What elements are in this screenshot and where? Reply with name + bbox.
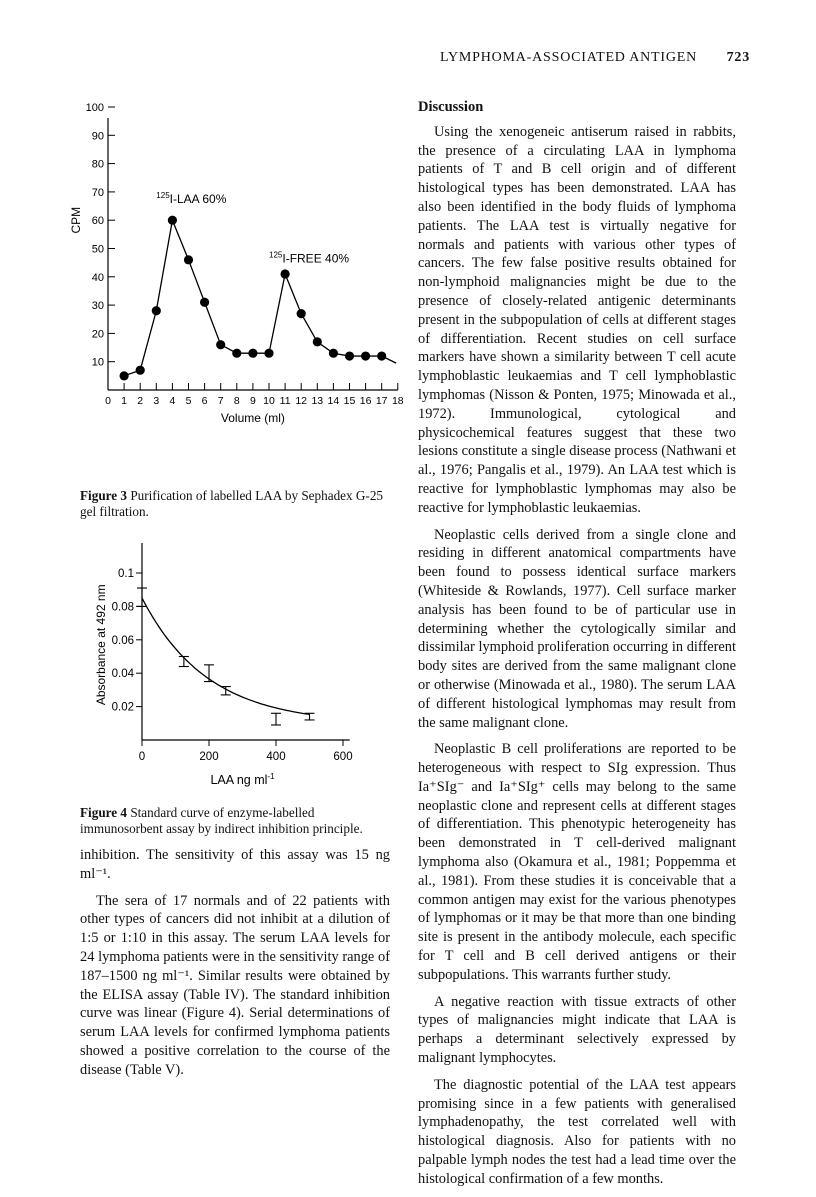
fig3-data-point — [345, 351, 354, 360]
fig3-x-tick-label: 7 — [217, 395, 224, 407]
fig3-series-line — [124, 220, 396, 376]
figure-4-caption — [80, 805, 390, 837]
fig3-y-tick-label: 60 — [91, 215, 104, 228]
fig3-data-point — [136, 366, 145, 375]
fig3-x-tick-label: 0 — [105, 395, 111, 407]
fig3-x-tick-label: 5 — [185, 395, 192, 407]
figure-4-caption-text: Standard curve of enzyme-labelled immunosorbent assay by indirect inhibition principle. — [80, 805, 363, 836]
discussion-paragraph-2: Neoplastic cells derived from a single clone and residing in different anatomical compartments have been found to possess identical surface markers (Whiteside & Rowlands, 1977). Cell surface marker analysis has been found to be of particular use in determining whether the cytologically similar and dissimilar lymphoid proliferation occurring in different body sites are derived from the same malignant clone or otherwise (Minowada et al., 1980). The serum LAA of different histological lymphomas may result from the same malignant clone. — [418, 526, 736, 731]
fig3-data-point — [313, 337, 322, 346]
fig3-data-point — [200, 298, 209, 307]
fig3-x-tick-label: 13 — [311, 395, 324, 407]
discussion-heading: Discussion — [418, 99, 484, 115]
fig4-fit-curve — [142, 598, 310, 714]
fig3-y-tick-label: 100 — [85, 102, 104, 114]
fig4-x-tick-label: 0 — [138, 751, 146, 763]
discussion-paragraph-4: A negative reaction with tissue extracts of other types of malignancies might indicate that LAA is perhaps a determinant selectively expressed by malignant lymphocytes. — [418, 993, 736, 1067]
fig3-y-tick-label: 70 — [91, 186, 104, 199]
fig4-y-tick-label: 0.1 — [118, 568, 134, 580]
left-column-text — [80, 846, 390, 1088]
fig3-x-tick-label: 2 — [137, 395, 144, 407]
fig3-x-tick-label: 8 — [233, 395, 240, 407]
fig3-data-point — [281, 269, 290, 278]
left-paragraph-1: inhibition. The sensitivity of this assay was 15 ng ml⁻¹. — [80, 847, 390, 882]
fig3-x-tick-label: 4 — [169, 395, 176, 407]
fig3-y-tick-label: 20 — [91, 328, 104, 341]
figure-4-chart — [85, 530, 375, 810]
fig3-y-tick-label: 90 — [91, 130, 104, 143]
fig3-x-tick-label: 10 — [263, 395, 275, 407]
left-paragraph-2: The sera of 17 normals and of 22 patients with other types of cancers did not inhibit at a dilution of 1:5 or 1:10 in this assay. The serum LAA levels for 24 lymphoma patients were in the sensitivity range of 187–1500 ng ml⁻¹. Similar results were obtained by the ELISA assay (Table IV). The standard inhibition curve was linear (Figure 4). Serial determinations of serum LAA levels for confirmed lymphoma patients showed a positive correlation to the course of the disease (Table V). — [80, 892, 390, 1078]
fig3-y-tick-label: 40 — [91, 271, 104, 284]
figure-3-caption — [80, 488, 390, 520]
fig3-data-point — [377, 351, 386, 360]
fig3-x-tick-label: 6 — [201, 395, 208, 407]
fig3-y-tick-label: 30 — [91, 300, 104, 313]
fig3-data-point — [184, 255, 193, 264]
running-title: LYMPHOMA-ASSOCIATED ANTIGEN — [440, 50, 698, 65]
fig3-x-tick-label: 18 — [391, 395, 404, 407]
fig3-y-tick-label: 50 — [91, 243, 104, 256]
discussion-paragraph-3: Neoplastic B cell proliferations are reported to be heterogeneous with respect to SIg expression. Thus Ia⁺SIg⁻ and Ia⁺SIg⁺ cells may belong to the same neoplastic clone and represent cells at different stages of differentiation. This phenotypic heterogeneity has been demonstrated in T cell-derived malignant lymphoma also (Okamura et al., 1981; Poppemma et al., 1981). From these studies it is conceivable that a common antigen may exist for the various phenotypes of lymphomas or it may be that more than one binding site is present in the antibody molecule, each specific for T cell and B cell derived antigens or their subpopulations. This warrants further study. — [418, 741, 736, 983]
page-number: 723 — [726, 50, 750, 65]
fig3-data-point — [120, 371, 129, 380]
discussion-paragraph-1: Using the xenogeneic antiserum raised in rabbits, the presence of a circulating LAA in lymphoma patients of T and B cell origin and of different histological types has been demonstrated. LAA has also been identified in the body fluids of lymphoma patients. The LAA test is virtually negative for normals and patients with various other types of cancers. The few false positive results obtained for non-lymphoid malignancies might be due to the presence of closely-related antigenic determinants present in the subpopulation of cells at different stages of differentiation. Recent studies on cell surface markers have shown a similarity between T cell acute lymphoblastic leukaemias and T cell lymphoblastic lymphomas (Nisson & Ponten, 1975; Minowada et al., 1972). Immunological, cytological and physicochemical features suggest that these two lesions constitute a single disease process (Nathwani et al., 1976; Pangalis et al., 1979). An LAA test which is reactive for lymphoblastic lymphomas may also be reactive for lymphoblastic leukaemias. — [418, 123, 736, 516]
fig4-y-tick-label: 0.02 — [111, 701, 134, 714]
fig3-x-tick-label: 15 — [343, 395, 356, 407]
fig3-x-axis-label: Volume (ml) — [220, 411, 285, 425]
fig3-x-tick-label: 11 — [279, 395, 291, 407]
fig3-peak1-label: $^{125}$I-LAA 60% — [156, 191, 227, 207]
fig3-data-point — [297, 309, 306, 318]
fig3-y-axis-label: CPM — [69, 206, 83, 234]
fig3-data-point — [248, 349, 257, 358]
fig3-y-tick-label: 10 — [91, 356, 104, 369]
fig3-data-point — [264, 349, 273, 358]
fig3-data-point — [152, 306, 161, 315]
figure-3-caption-text: Purification of labelled LAA by Sephadex G-25 gel filtration. — [80, 488, 384, 519]
fig4-y-tick-label: 0.04 — [111, 668, 134, 681]
fig4-y-tick-label: 0.06 — [111, 634, 134, 647]
figure-3-label: Figure 3 — [80, 488, 128, 503]
fig3-data-point — [329, 349, 338, 358]
fig4-y-tick-label: 0.08 — [111, 601, 134, 614]
fig3-data-point — [361, 351, 370, 360]
fig3-data-point — [168, 216, 177, 225]
fig4-x-tick-label: 400 — [266, 751, 286, 763]
fig4-x-axis-label: LAA ng $ml^{-1}$ — [210, 772, 275, 787]
fig4-x-tick-label: 600 — [333, 751, 353, 763]
fig3-x-tick-label: 9 — [249, 395, 256, 407]
fig3-data-point — [232, 349, 241, 358]
figure-3-chart — [60, 102, 404, 430]
fig3-x-tick-label: 1 — [121, 395, 128, 407]
fig3-x-tick-label: 16 — [359, 395, 372, 407]
fig3-peak2-label: $^{125}$I-FREE 40% — [269, 250, 350, 266]
figure-4-label: Figure 4 — [80, 805, 128, 820]
fig4-x-tick-label: 200 — [199, 751, 219, 763]
fig3-x-tick-label: 3 — [153, 395, 160, 407]
fig3-y-tick-label: 80 — [91, 158, 104, 171]
fig3-x-tick-label: 14 — [327, 395, 340, 407]
fig3-x-tick-label: 12 — [295, 395, 308, 407]
right-column-text — [418, 98, 736, 1197]
fig3-data-point — [216, 340, 225, 349]
fig4-y-axis-label: Absorbance at 492 nm — [94, 584, 108, 706]
discussion-paragraph-5: The diagnostic potential of the LAA test appears promising since in a few patients with generalised lymphadenopathy, the test correlated well with histological diagnosis. Also for patients with no palpable lymph nodes the test had a lead time over the histological confirmation of a few months. — [418, 1076, 736, 1187]
fig3-x-tick-label: 17 — [375, 395, 388, 407]
